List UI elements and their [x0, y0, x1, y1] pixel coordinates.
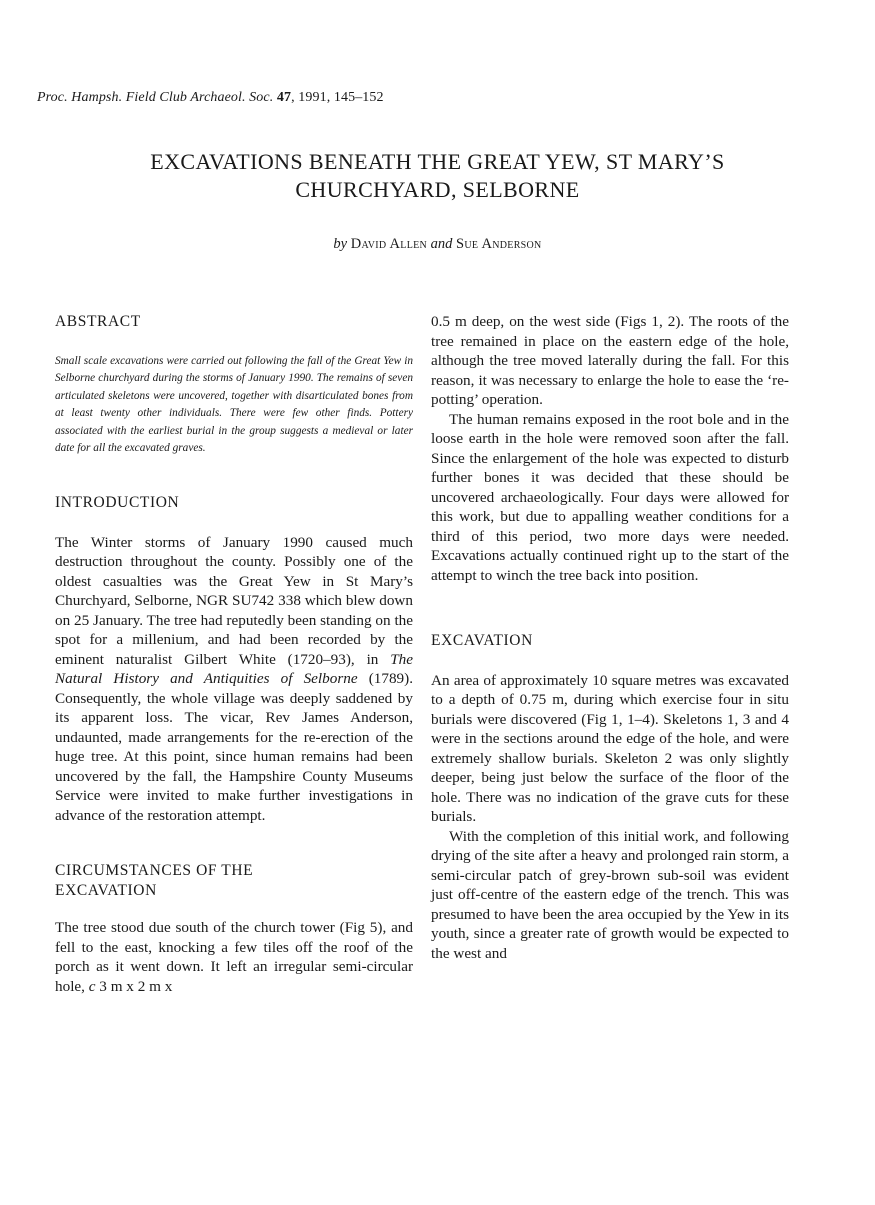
- author-1: David Allen: [350, 236, 428, 252]
- circumstances-text-a: The tree stood due south of the church tower (Fig 5), and fell to the east, knocking a few tiles off the roof of the porch as it went down. It left an irregular semi-circular hole,: [55, 919, 413, 995]
- excavation-paragraph-1: An area of approximately 10 square metres was excavated to a depth of 0.75 m, during which exercise four in situ burials were discovered (Fig 1, 1–4). Skeletons 1, 3 and 4 were in the sections around the edge of the hole, and were extremely shallow burials. Skeleton 2 was only slightly deeper, being just below the surface of the floor of the hole. There was no indication of the grave cuts for these burials.: [431, 671, 789, 825]
- intro-text-a: The Winter storms of January 1990 caused much destruction throughout the county. Possibly one of the oldest casualties was the Great Yew in St Mary’s Churchyard, Selborne, NGR SU742 338 which blew down on 25 January. The tree had reputedly been standing on the spot for a millenium, and had been recorded by the eminent naturalist Gilbert White (1720–93), in: [55, 533, 413, 668]
- left-column: [55, 312, 413, 996]
- title-line-1: EXCAVATIONS BENEATH THE GREAT YEW, ST MARY’S: [150, 149, 725, 174]
- and-word: and: [430, 236, 453, 252]
- excavation-paragraph-2: With the completion of this initial work, and following drying of the site after a heavy and prolonged rain storm, a semi-circular patch of grey-brown sub-soil was evident just off-centre of the eastern edge of the trench. This was presumed to have been the area occupied by the Yew in its youth, since a greater rate of growth would be expected to the west and: [431, 827, 789, 962]
- journal-citation: [37, 90, 384, 106]
- circumstances-paragraph-start: [55, 918, 413, 996]
- circumstances-paragraph-2: The human remains exposed in the root bole and in the loose earth in the hole were removed soon after the fall. Since the enlargement of the hole was expected to disturb further bones it was decided that these should be uncovered archaeologically. Four days were allowed for this work, but due to appalling weather conditions for a third of this period, two more days were needed. Excavations actually continued right up to the start of the attempt to winch the tree back into position.: [431, 410, 789, 584]
- journal-volume: 47: [276, 90, 292, 105]
- abstract-heading: ABSTRACT: [55, 313, 141, 330]
- intro-text-b: (1789). Consequently, the whole village was deeply saddened by its apparent loss. The vicar, Rev James Anderson, undaunted, made arrangements for the re-erection of the huge tree. At this point, since human remains had been uncovered by the fall, the Hampshire County Museums Service were invited to make further investigations in advance of the restoration attempt.: [55, 670, 413, 824]
- author-2: Sue Anderson: [456, 236, 542, 252]
- circumstances-text-b: 3 m x 2 m x: [95, 977, 173, 995]
- excavation-heading: EXCAVATION: [431, 632, 533, 649]
- introduction-heading: INTRODUCTION: [55, 494, 180, 512]
- right-column: [431, 312, 789, 963]
- circumstances-paragraph-continued: 0.5 m deep, on the west side (Figs 1, 2). The roots of the tree remained in place on the eastern edge of the hole, although the tree moved laterally during the fall. For this reason, it was necessary to enlarge the hole to ease the ‘re-potting’ operation.: [431, 313, 789, 408]
- journal-year-pages: , 1991, 145–152: [291, 90, 384, 105]
- circumstances-heading-line-2: EXCAVATION: [55, 881, 157, 899]
- article-title: [0, 148, 875, 204]
- introduction-paragraph: [55, 533, 413, 826]
- circumstances-heading: [55, 861, 413, 900]
- abstract-text: Small scale excavations were carried out following the fall of the Great Yew in Selborne churchyard during the storms of January 1990. The remains of seven articulated skeletons were uncovered, together with disarticulated bones from at least twenty other individuals. There were few other finds. Pottery associated with the earliest burial in the group suggests a medieval or later date for all the excavated graves.: [55, 354, 413, 455]
- circumstances-heading-line-1: CIRCUMSTANCES OF THE: [55, 862, 254, 880]
- journal-name: Proc. Hampsh. Field Club Archaeol. Soc.: [37, 90, 274, 105]
- book-title: The Natural History and Antiquities of Selborne: [55, 650, 413, 688]
- title-line-2: CHURCHYARD, SELBORNE: [295, 177, 580, 202]
- circa-mark: c: [88, 977, 96, 995]
- author-line: [0, 236, 875, 253]
- by-word: by: [333, 236, 348, 252]
